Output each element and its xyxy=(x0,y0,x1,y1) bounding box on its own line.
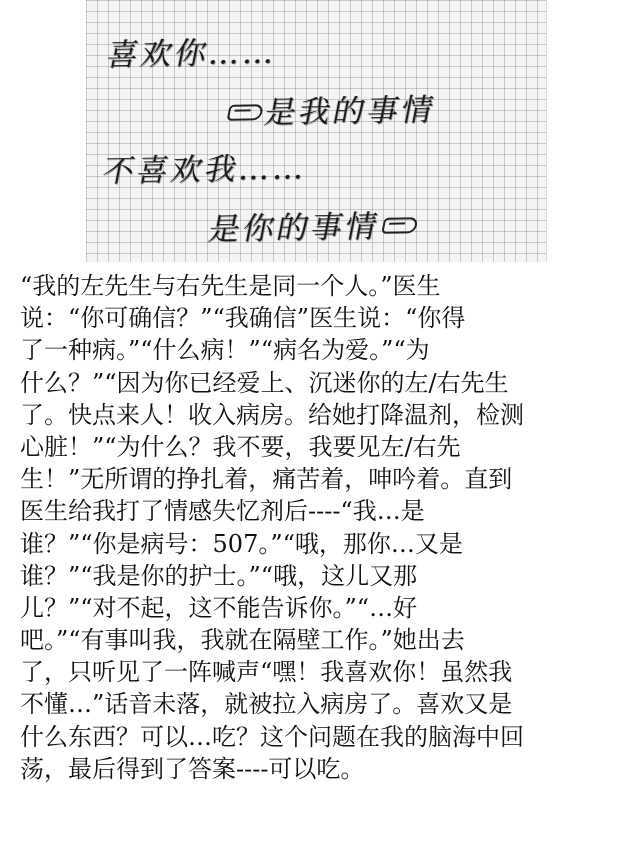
story-line: 不懂…”话音未落，就被拉入病房了。喜欢又是 xyxy=(20,690,513,719)
story-line: 谁？”“我是你的护士。”“哦，这儿又那 xyxy=(20,561,418,590)
handwritten-line-1: 喜欢你…… xyxy=(103,34,282,74)
story-line: 了。快点来人！收入病房。给她打降温剂，检测 xyxy=(20,400,524,429)
story-line: 了一种病。”“什么病！”“病名为爱。”“为 xyxy=(20,336,430,365)
pointing-hand-icon xyxy=(381,217,418,234)
story-line: 说：“你可确信？”“我确信”医生说：“你得 xyxy=(20,304,466,333)
story-line: 荡，最后得到了答案----可以吃。 xyxy=(20,754,365,783)
story-line: 儿？”“对不起，这不能告诉你。”“…好 xyxy=(20,593,418,622)
handwritten-line-3: 不喜欢我…… xyxy=(99,150,312,190)
story-line: 心脏！”“为什么？我不要，我要见左/右先 xyxy=(20,432,461,461)
story-line: 生！”无所谓的挣扎着，痛苦着，呻吟着。直到 xyxy=(20,465,513,494)
story-line: 什么东西？可以…吃？这个问题在我的脑海中回 xyxy=(20,722,524,751)
story-line: 什么？”“因为你已经爱上、沉迷你的左/右先生 xyxy=(20,368,509,397)
story-line: “我的左先生与右先生是同一个人。”医生 xyxy=(20,272,441,300)
pointing-hand-icon xyxy=(227,104,264,121)
story-text xyxy=(20,270,620,785)
handwritten-line-2: 是我的事情 xyxy=(221,84,441,133)
story-line: 医生给我打了情感失忆剂后----“我…是 xyxy=(20,497,425,526)
story-line: 吧。”“有事叫我，我就在隔壁工作。”她出去 xyxy=(20,626,465,655)
story-line: 了，只听见了一阵喊声“嘿！我喜欢你！虽然我 xyxy=(20,658,513,687)
handwritten-line-4: 是你的事情 xyxy=(205,200,425,249)
story-line: 谁？”“你是病号：507。”“哦，那你…又是 xyxy=(20,529,463,558)
